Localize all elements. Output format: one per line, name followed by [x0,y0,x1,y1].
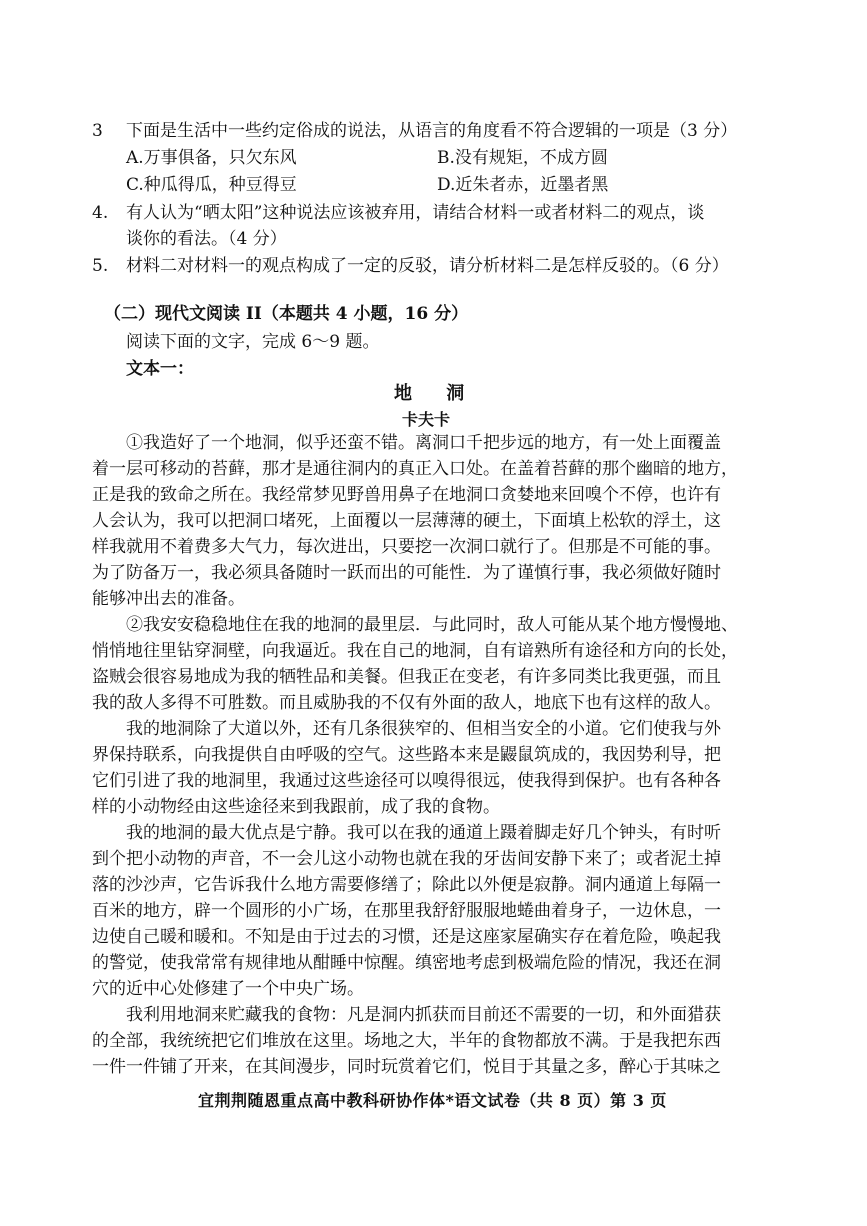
article-line: 的警觉，使我常常有规律地从酣睡中惊醒。缜密地考虑到极端危险的情况，我还在洞 [92,953,721,973]
question-3-option-d: D.近朱者赤，近墨者黑 [437,175,609,195]
question-3-option-b: B.没有规矩，不成方圆 [437,148,608,168]
article-line: 我的地洞的最大优点是宁静。我可以在我的通道上蹑着脚走好几个钟头，有时听 [126,823,721,843]
article-line: 到个把小动物的声音，不一会儿这小动物也就在我的牙齿间安静下来了；或者泥土掉 [92,849,721,869]
article-line: 落的沙沙声，它告诉我什么地方需要修缮了；除此以外便是寂静。洞内通道上每隔一 [92,875,721,895]
article-line: ①我造好了一个地洞，似乎还蛮不错。离洞口千把步远的地方，有一处上面覆盖 [126,433,721,453]
article-line: 一件一件铺了开来，在其间漫步，同时玩赏着它们，悦目于其量之多，醉心于其味之 [92,1057,721,1077]
article-line: 百米的地方，辟一个圆形的小广场，在那里我舒舒服服地蜷曲着身子，一边休息，一 [92,901,721,921]
section-heading: （二）现代文阅读 II（本题共 4 小题，16 分） [104,304,469,324]
question-4-number: 4. [92,203,109,223]
article-line: 我的敌人多得不可胜数。而且威胁我的不仅有外面的敌人，地底下也有这样的敌人。 [92,693,721,713]
article-line: ②我安安稳稳地住在我的地洞的最里层．与此同时，敌人可能从某个地方慢慢地、 [126,615,738,635]
article-line: 为了防备万一，我必须具备随时一跃而出的可能性．为了谨慎行事，我必须做好随时 [92,563,721,583]
page-footer: 宜荆荆随恩重点高中教科研协作体*语文试卷（共 8 页）第 3 页 [198,1091,667,1110]
article-line: 正是我的致命之所在。我经常梦见野兽用鼻子在地洞口贪婪地来回嗅个不停，也许有 [92,485,721,505]
question-3-stem: 下面是生活中一些约定俗成的说法，从语言的角度看不符合逻辑的一项是（3 分） [126,121,738,141]
article-line: 着一层可移动的苔藓，那才是通往洞内的真正入口处。在盖着苔藓的那个幽暗的地方， [92,459,738,479]
article-title: 地 洞 [394,383,479,404]
article-line: 盗贼会很容易地成为我的牺牲品和美餐。但我正在变老，有许多同类比我更强，而且 [92,667,721,687]
article-line: 它们引进了我的地洞里，我通过这些途径可以嗅得很远，使我得到保护。也有各种各 [92,771,721,791]
section-instruction: 阅读下面的文字，完成 6～9 题。 [126,332,380,352]
question-5-number: 5. [92,256,109,276]
article-line: 样的小动物经由这些途径来到我跟前，成了我的食物。 [92,797,500,817]
question-5-text: 材料二对材料一的观点构成了一定的反驳，请分析材料二是怎样反驳的。（6 分） [126,256,729,276]
article-line: 界保持联系，向我提供自由呼吸的空气。这些路本来是鼹鼠筑成的，我因势利导，把 [92,745,721,765]
article-line: 的全部，我统统把它们堆放在这里。场地之大，半年的食物都放不满。于是我把东西 [92,1031,721,1051]
article-line: 我的地洞除了大道以外，还有几条很狭窄的、但相当安全的小道。它们使我与外 [126,719,721,739]
question-4-line-1: 有人认为“晒太阳”这种说法应该被弃用，请结合材料一或者材料二的观点，谈 [126,203,705,223]
question-4-line-2: 谈你的看法。（4 分） [126,229,287,249]
question-3-number: 3 [92,121,103,141]
text-one-label: 文本一： [126,359,194,379]
article-line: 样我就用不着费多大气力，每次进出，只要挖一次洞口就行了。但那是不可能的事。 [92,537,721,557]
article-line: 我利用地洞来贮藏我的食物：凡是洞内抓获而目前还不需要的一切，和外面猎获 [126,1005,721,1025]
article-line: 穴的近中心处修建了一个中央广场。 [92,979,364,999]
question-3-option-c: C.种瓜得瓜，种豆得豆 [126,175,297,195]
article-line: 边使自己暖和暖和。不知是由于过去的习惯，还是这座家屋确实存在着危险，唤起我 [92,927,721,947]
article-author: 卡夫卡 [402,410,451,429]
article-line: 能够冲出去的准备。 [92,589,245,609]
article-line: 悄悄地往里钻穿洞壁，向我逼近。我在自己的地洞，自有谙熟所有途径和方向的长处， [92,641,738,661]
article-line: 人会认为，我可以把洞口堵死，上面覆以一层薄薄的硬土，下面填上松软的浮土，这 [92,511,721,531]
question-3-option-a: A.万事俱备，只欠东风 [126,148,297,168]
